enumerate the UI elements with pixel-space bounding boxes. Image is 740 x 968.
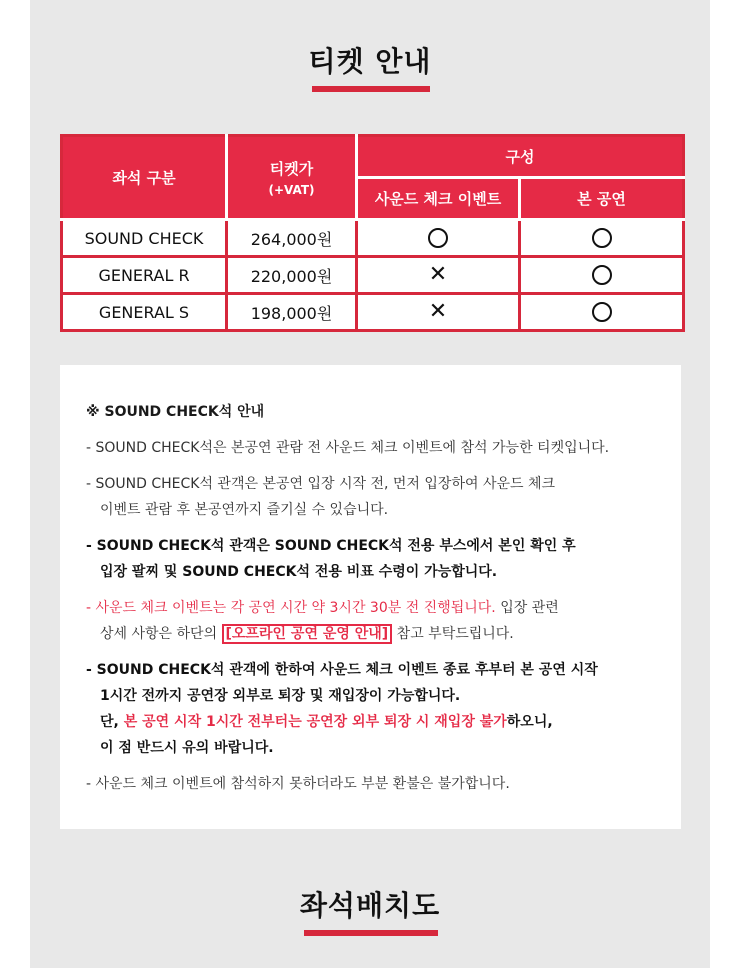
col-price-sub: (+VAT) xyxy=(268,183,315,197)
soundcheck-cell xyxy=(357,294,520,331)
main-cell xyxy=(520,294,684,331)
main-cell xyxy=(520,257,684,294)
col-composition-header: 구성 xyxy=(357,136,684,178)
notice-item-5-line-1: - SOUND CHECK석 관객에 한하여 사운드 체크 이벤트 종료 후부터 본 공연 시작 xyxy=(86,662,598,678)
notice-item-5-line-4: 이 점 반드시 유의 바랍니다. xyxy=(100,740,274,756)
offline-guide-reference: [오프라인 공연 운영 안내] xyxy=(222,624,393,644)
soundcheck-cell xyxy=(357,220,520,257)
ticket-table xyxy=(60,134,685,332)
soundcheck-cell xyxy=(357,257,520,294)
col-soundcheck-header: 사운드 체크 이벤트 xyxy=(357,178,520,220)
notice-item-2-line-2: 이벤트 관람 후 본공연까지 즐기실 수 있습니다. xyxy=(100,502,389,518)
ticket-info-heading: 티켓 안내 xyxy=(308,45,432,78)
col-price-label: 티켓가 xyxy=(269,160,314,178)
main-cell xyxy=(520,220,684,257)
notice-item-5 xyxy=(86,657,666,761)
notice-item-5-warning: 본 공연 시작 1시간 전부터는 공연장 외부 퇴장 시 재입장 불가 xyxy=(123,714,507,730)
seat-cell: SOUND CHECK xyxy=(62,220,227,257)
notice-item-5-line-3-a: 단, xyxy=(100,714,124,730)
col-seat-header: 좌석 구분 xyxy=(62,136,227,220)
table-row xyxy=(62,257,684,294)
notice-title: ※ SOUND CHECK석 안내 xyxy=(86,404,265,420)
col-main-header: 본 공연 xyxy=(520,178,684,220)
heading-underline xyxy=(312,86,430,92)
notice-item-5-line-3-b: 하오니, xyxy=(506,714,553,730)
notice-item-3-line-2: 입장 팔찌 및 SOUND CHECK석 전용 비표 수령이 가능합니다. xyxy=(100,564,498,580)
notice-item-3-line-1: - SOUND CHECK석 관객은 SOUND CHECK석 전용 부스에서 본인 확인 후 xyxy=(86,538,576,554)
table-row xyxy=(62,220,684,257)
heading-underline xyxy=(304,930,438,936)
cross-icon: ✕ xyxy=(428,299,448,324)
circle-icon xyxy=(428,228,448,248)
circle-icon xyxy=(592,302,612,322)
notice-item-5-line-2: 1시간 전까지 공연장 외부로 퇴장 및 재입장이 가능합니다. xyxy=(100,688,461,704)
notice-item-4-line-2-a: 상세 사항은 하단의 xyxy=(100,626,222,642)
notice-item-1: - SOUND CHECK석은 본공연 관람 전 사운드 체크 이벤트에 참석 가능한 티켓입니다. xyxy=(86,440,610,456)
price-cell: 264,000원 xyxy=(227,220,357,257)
notice-item-2-line-1: - SOUND CHECK석 관객은 본공연 입장 시작 전, 먼저 입장하여 사운드 체크 xyxy=(86,476,556,492)
notice-item-6: - 사운드 체크 이벤트에 참석하지 못하더라도 부분 환불은 불가합니다. xyxy=(86,776,510,792)
circle-icon xyxy=(592,265,612,285)
seat-map-heading: 좌석배치도 xyxy=(299,889,441,922)
soundcheck-notice-box xyxy=(60,365,681,829)
content-panel xyxy=(30,0,710,968)
notice-item-4-line-2-b: 참고 부탁드립니다. xyxy=(392,626,514,642)
notice-item-3 xyxy=(86,533,666,585)
seat-cell: GENERAL S xyxy=(62,294,227,331)
notice-item-4 xyxy=(86,595,666,647)
notice-item-4-highlight: - 사운드 체크 이벤트는 각 공연 시간 약 3시간 30분 전 진행됩니다. xyxy=(86,600,496,616)
col-price-header xyxy=(227,136,357,220)
circle-icon xyxy=(592,228,612,248)
price-cell: 220,000원 xyxy=(227,257,357,294)
notice-item-2 xyxy=(86,471,666,523)
table-row xyxy=(62,294,684,331)
cross-icon: ✕ xyxy=(428,262,448,287)
notice-item-4-rest: 입장 관련 xyxy=(495,600,559,616)
seat-cell: GENERAL R xyxy=(62,257,227,294)
price-cell: 198,000원 xyxy=(227,294,357,331)
